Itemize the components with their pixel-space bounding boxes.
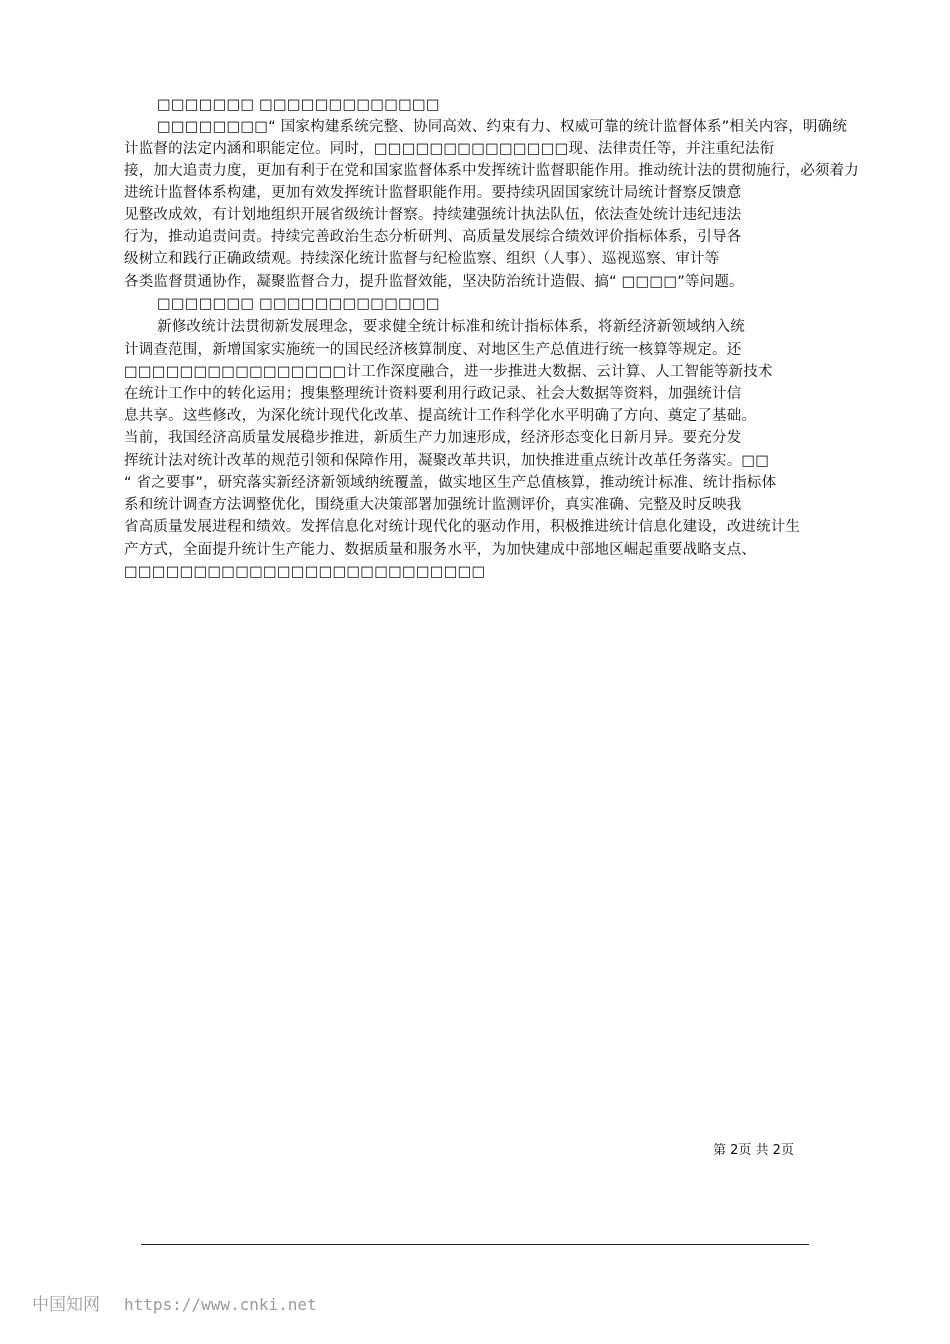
text-line: 当前，我国经济高质量发展稳步推进，新质生产力加速形成，经济形态变化日新月异。要充分发 — [124, 430, 742, 446]
watermark-name: 中国知网 — [32, 1295, 100, 1315]
text-line: 新修改统计法贯彻新发展理念，要求健全统计标准和统计指标体系，将新经济新领域纳入统 — [157, 319, 745, 335]
section-heading-2: □□□□□□□ □□□□□□□□□□□□□ — [157, 296, 440, 312]
cnki-watermark — [32, 1293, 317, 1317]
text-line: 产方式，全面提升统计生产能力、数据质量和服务水平，为加快建成中部地区崛起重要战略支点、 — [124, 542, 757, 558]
section-heading-1: □□□□□□□ □□□□□□□□□□□□□ — [157, 97, 440, 113]
text-line: “ 省之要事”，研究落实新经济新领域纳统覆盖，做实地区生产总值核算，推动统计标准、统计指标体 — [124, 475, 777, 491]
text-line: 省高质量发展进程和绩效。发挥信息化对统计现代化的驱动作用，积极推进统计信息化建设，改进统计生 — [124, 519, 801, 535]
text-line: 挥统计法对统计改革的规范引领和保障作用，凝聚改革共识，加快推进重点统计改革任务落实。□□ — [124, 453, 770, 469]
text-line: □□□□□□□□□□□□□□□□计工作深度融合，进一步推进大数据、云计算、人工智能等新技术 — [124, 364, 773, 380]
text-line: 计调查范围，新增国家实施统一的国民经济核算制度、对地区生产总值进行统一核算等规定。还 — [124, 342, 742, 358]
text-line: 系和统计调查方法调整优化，围绕重大决策部署加强统计监测评价，真实准确、完整及时反映我 — [124, 497, 742, 513]
text-line: 级树立和践行正确政绩观。持续深化统计监督与纪检监察、组织（人事）、巡视巡察、审计等 — [124, 251, 720, 267]
text-line: 在统计工作中的转化运用；搜集整理统计资料要利用行政记录、社会大数据等资料，加强统计信 — [124, 386, 742, 402]
text-line: 接，加大追责力度，更加有利于在党和国家监督体系中发挥统计监督职能作用。推动统计法的贯彻施行，必须着力 — [124, 163, 859, 179]
watermark-url: https://www.cnki.net — [124, 1295, 317, 1314]
text-line: □□□□□□□□□□□□□□□□□□□□□□□□□□ — [124, 564, 486, 580]
footer-divider — [141, 1244, 809, 1245]
text-line: 息共享。这些修改，为深化统计现代化改革、提高统计工作科学化水平明确了方向、奠定了基础。 — [124, 408, 757, 424]
text-line: 进统计监督体系构建，更加有效发挥统计监督职能作用。要持续巩固国家统计局统计督察反馈意 — [124, 185, 742, 201]
text-line: □□□□□□□□“ 国家构建系统完整、协同高效、约束有力、权威可靠的统计监督体系”相关内容，明确统 — [157, 119, 848, 135]
text-line: 计监督的法定内涵和职能定位。同时，□□□□□□□□□□□□□□现、法律责任等，并注重纪法衔 — [124, 141, 775, 157]
text-line: 见整改成效，有计划地组织开展省级统计督察。持续建强统计执法队伍，依法查处统计违纪违法 — [124, 207, 742, 223]
text-line: 行为，推动追责问责。持续完善政治生态分析研判、高质量发展综合绩效评价指标体系，引导各 — [124, 229, 742, 245]
page-number: 第 2页 共 2页 — [713, 1143, 794, 1158]
text-line: 各类监督贯通协作，凝聚监督合力，提升监督效能，坚决防治统计造假、搞“ □□□□”等问题。 — [124, 274, 744, 290]
